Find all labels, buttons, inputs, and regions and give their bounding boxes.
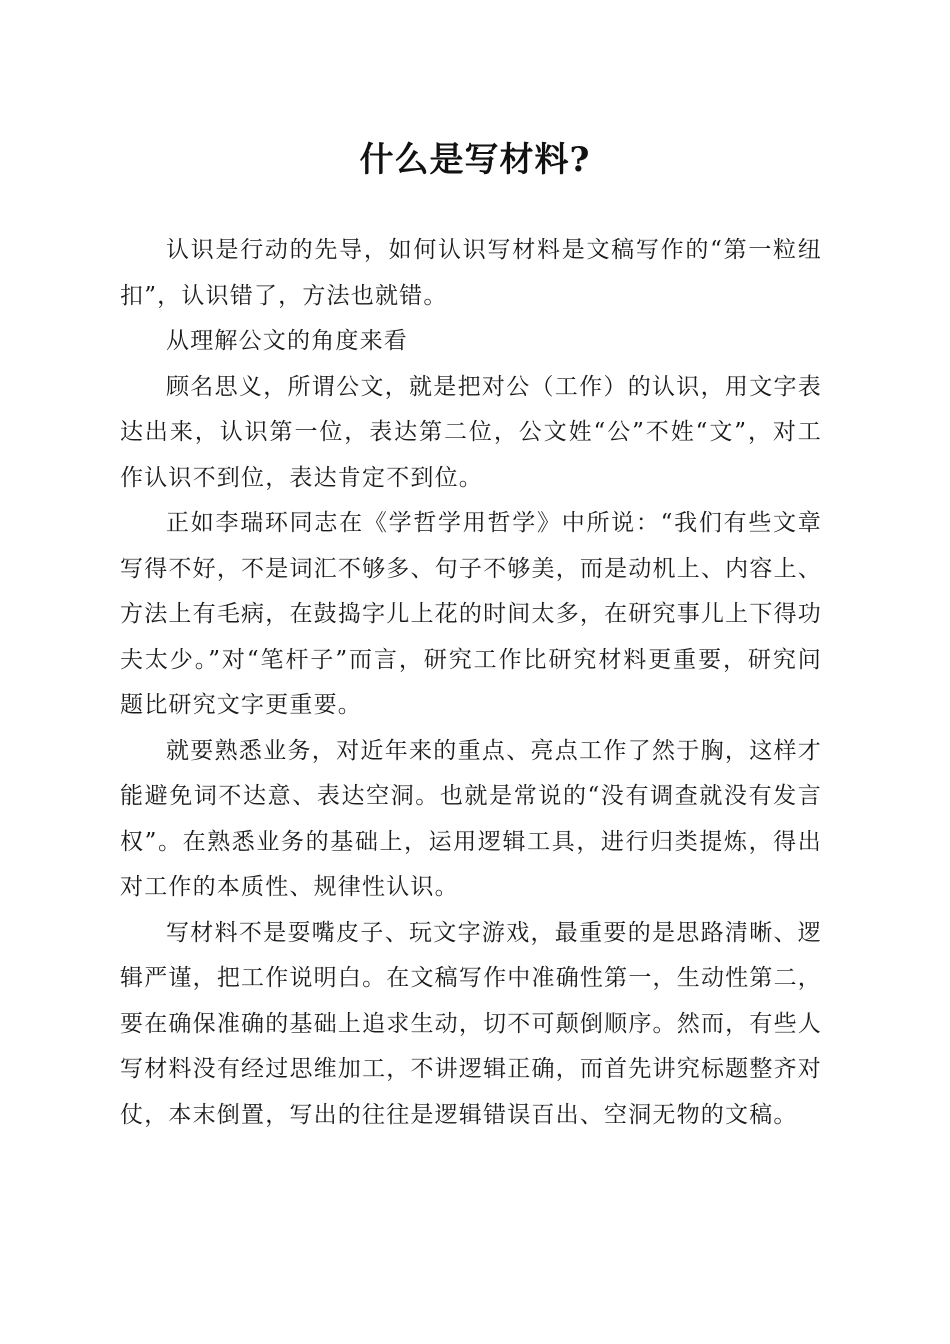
paragraph-intro: 认识是行动的先导，如何认识写材料是文稿写作的“第一粒纽扣”，认识错了，方法也就错。	[120, 237, 822, 309]
paragraph-definition: 顾名思义，所谓公文，就是把对公（工作）的认识，用文字表达出来，认识第一位，表达第二位，公文姓“公”不姓“文”，对工作认识不到位，表达肯定不到位。	[120, 373, 822, 491]
paragraph-quote: 正如李瑞环同志在《学哲学用哲学》中所说：“我们有些文章写得不好，不是词汇不够多、句子不够美，而是动机上、内容上、方法上有毛病，在鼓捣字儿上花的时间太多，在研究事儿上下得功夫太少。”对“笔杆子”而言，研究工作比研究材料更重要，研究问题比研究文字更重要。	[120, 510, 822, 718]
paragraph-subheading: 从理解公文的角度来看	[166, 328, 408, 354]
paragraph-familiarity: 就要熟悉业务，对近年来的重点、亮点工作了然于胸，这样才能避免词不达意、表达空洞。也就是常说的“没有调查就没有发言权”。在熟悉业务的基础上，运用逻辑工具，进行归类提炼，得出对工作的本质性、规律性认识。	[120, 737, 822, 900]
document-title: 什么是写材料?	[359, 140, 591, 180]
paragraph-logic: 写材料不是耍嘴皮子、玩文字游戏，最重要的是思路清晰、逻辑严谨，把工作说明白。在文稿写作中准确性第一，生动性第二，要在确保准确的基础上追求生动，切不可颠倒顺序。然而，有些人写材料没有经过思维加工，不讲逻辑正确，而首先讲究标题整齐对仗，本末倒置，写出的往往是逻辑错误百出、空洞无物的文稿。	[120, 919, 822, 1128]
document-body	[120, 228, 822, 1138]
